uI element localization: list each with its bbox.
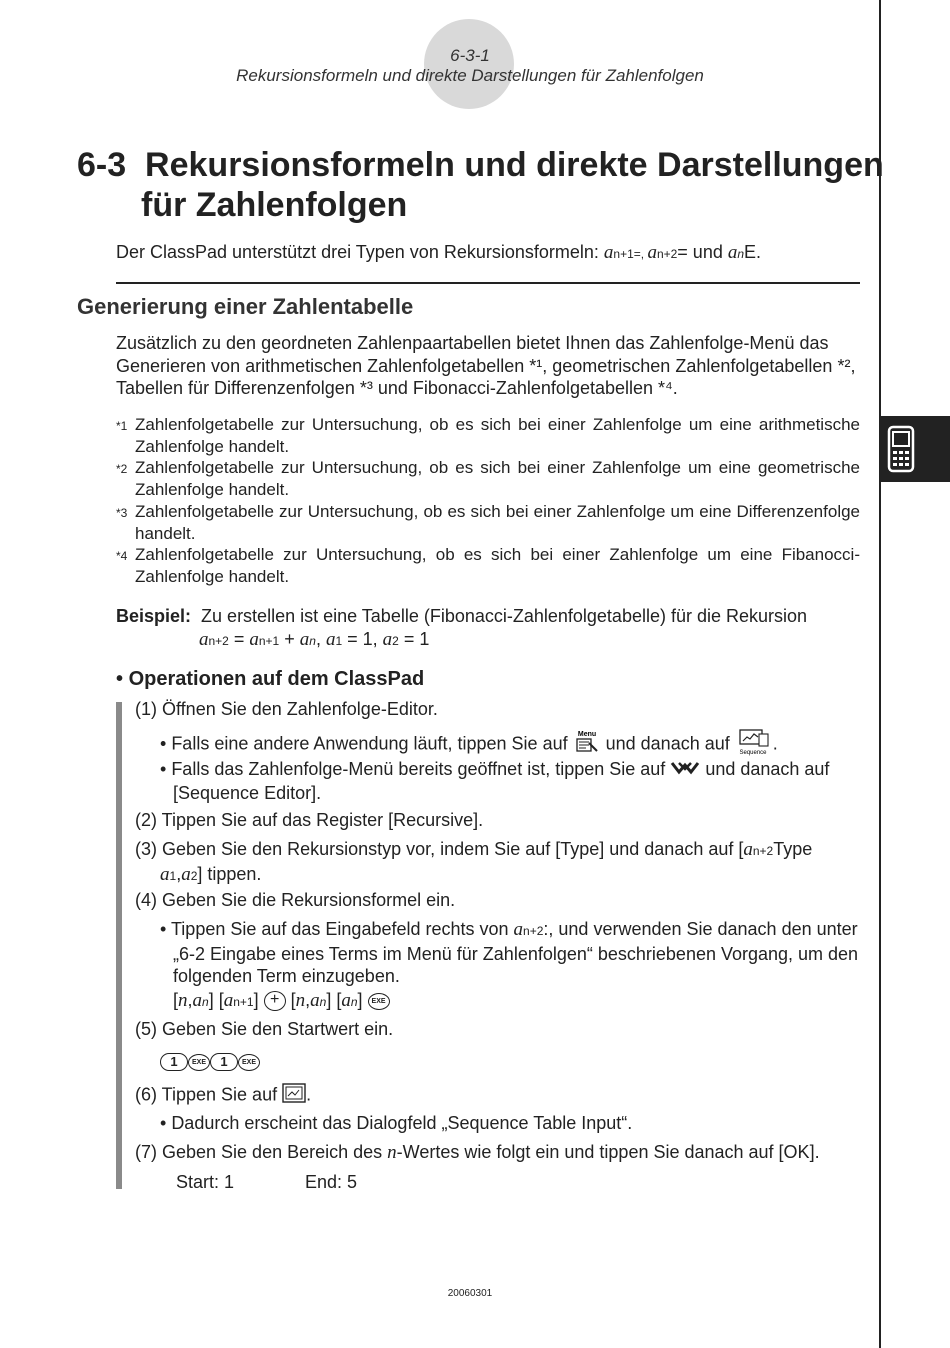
operations-sidebar bbox=[116, 702, 122, 1189]
chapter-number: 6-3 bbox=[77, 146, 127, 184]
footnote-mark: *4 bbox=[116, 549, 128, 563]
footnote-text: Zahlenfolgetabelle zur Untersuchung, ob es sich bei einer Zahlenfolge um eine arithmetische Zahlenfolge handelt. bbox=[135, 415, 860, 456]
chapter-title bbox=[77, 146, 884, 184]
exe-key[interactable]: EXE bbox=[188, 1054, 210, 1071]
start-value: Start: 1 bbox=[176, 1172, 235, 1192]
step-6-bullet-1: • Dadurch erscheint das Dialogfeld „Sequence Table Input“. bbox=[160, 1113, 633, 1133]
section-paragraph: Zusätzlich zu den geordneten Zahlenpaartabellen bietet Ihnen das Zahlenfolge-Menü das Generieren von arithmetischen Zahlenfolgetabellen *¹, geometrischen Zahlenfolgetabellen *², Tabellen für Differenzenfolgen *³ und Fibonacci-Zahlenfolgetabellen *⁴. bbox=[116, 333, 856, 398]
footnote-mark: *1 bbox=[116, 419, 128, 433]
svg-text:Menu: Menu bbox=[577, 731, 596, 738]
step-1-bullet-1: • Falls eine andere Anwendung läuft, tippen Sie auf Menu und danach auf Sequence . bbox=[160, 728, 778, 762]
chapter-title-line2: für Zahlenfolgen bbox=[141, 186, 408, 224]
step-4-bullet-1: • Tippen Sie auf das Eingabefeld rechts von an+2:, und verwenden Sie danach den unter „6-2 Eingabe eines Terms im Menü für Zahlenfolgen“ beschriebenen Vorgang, um den folgenden Term einzugeben. bbox=[160, 919, 859, 986]
calculator-icon bbox=[887, 425, 915, 473]
page-number: 6-3-1 bbox=[450, 46, 490, 65]
running-title: Rekursionsformeln und direkte Darstellungen für Zahlenfolgen bbox=[236, 66, 704, 85]
plus-key[interactable]: + bbox=[264, 991, 286, 1011]
example-label: Beispiel: bbox=[116, 606, 192, 626]
intro-paragraph: Der ClassPad unterstützt drei Typen von Rekursionsformeln: an+1=, an+2= und anE. bbox=[116, 242, 762, 263]
footnote-mark: *3 bbox=[116, 506, 128, 520]
menu-icon[interactable] bbox=[573, 729, 601, 761]
end-value: End: 5 bbox=[305, 1172, 358, 1192]
footnote-mark: *2 bbox=[116, 462, 128, 476]
chapter-title-line1: Rekursionsformeln und direkte Darstellungen bbox=[145, 146, 884, 184]
step-4: (4) Geben Sie die Rekursionsformel ein. bbox=[135, 890, 456, 910]
bullet-icon: • bbox=[116, 668, 124, 690]
footnote-text: Zahlenfolgetabelle zur Untersuchung, ob es sich bei einer Zahlenfolge um eine Differenzenfolge handelt. bbox=[135, 502, 860, 543]
step-1-bullet-2: • Falls das Zahlenfolge-Menü bereits geöffnet ist, tippen Sie auf und danach auf [Sequence Editor]. bbox=[160, 759, 830, 803]
one-key[interactable]: 1 bbox=[160, 1053, 188, 1071]
key-sequence-start bbox=[160, 1053, 260, 1071]
sequence-app-icon[interactable] bbox=[735, 728, 773, 762]
page-edge-rule bbox=[879, 0, 881, 1348]
footer-code: 20060301 bbox=[447, 1288, 493, 1299]
section-divider bbox=[116, 282, 860, 284]
step-6: (6) Tippen Sie auf . bbox=[135, 1083, 311, 1109]
footnote-text: Zahlenfolgetabelle zur Untersuchung, ob es sich bei einer Zahlenfolge um eine Fibanocci-Zahlenfolge handelt. bbox=[135, 545, 860, 586]
chapter-tab bbox=[881, 416, 950, 482]
step-2: (2) Tippen Sie auf das Register [Recursive]. bbox=[135, 810, 484, 830]
step-1: (1) Öffnen Sie den Zahlenfolge-Editor. bbox=[135, 699, 438, 719]
step-7: (7) Geben Sie den Bereich des n-Wertes wie folgt ein und tippen Sie danach auf [OK]. bbox=[135, 1142, 820, 1163]
footnote-text: Zahlenfolgetabelle zur Untersuchung, ob es sich bei einer Zahlenfolge um eine geometrische Zahlenfolge handelt. bbox=[135, 458, 860, 499]
example-text: Zu erstellen ist eine Tabelle (Fibonacci-Zahlenfolgetabelle) für die Rekursion bbox=[201, 606, 808, 626]
svg-text:Sequence: Sequence bbox=[739, 750, 767, 756]
step-5: (5) Geben Sie den Startwert ein. bbox=[135, 1019, 394, 1039]
footnote-list bbox=[0, 414, 870, 594]
example-formula: an+2 = an+1 + an, a1 = 1, a2 = 1 bbox=[199, 629, 430, 650]
table-input-icon[interactable] bbox=[282, 1083, 306, 1109]
exe-key[interactable]: EXE bbox=[368, 993, 390, 1010]
section-heading: Generierung einer Zahlentabelle bbox=[77, 294, 414, 319]
step-3: (3) Geben Sie den Rekursionstyp vor, indem Sie auf [Type] und danach auf [an+2Type a1,a2] tippen. bbox=[135, 839, 813, 885]
chevron-menu-icon[interactable] bbox=[670, 759, 700, 782]
operations-heading: • Operationen auf dem ClassPad bbox=[116, 668, 425, 690]
key-sequence-formula: [n,an] [an+1] + [n,an] [an] EXE bbox=[173, 989, 390, 1014]
one-key[interactable]: 1 bbox=[210, 1053, 238, 1071]
example-block bbox=[116, 605, 807, 628]
exe-key[interactable]: EXE bbox=[238, 1054, 260, 1071]
